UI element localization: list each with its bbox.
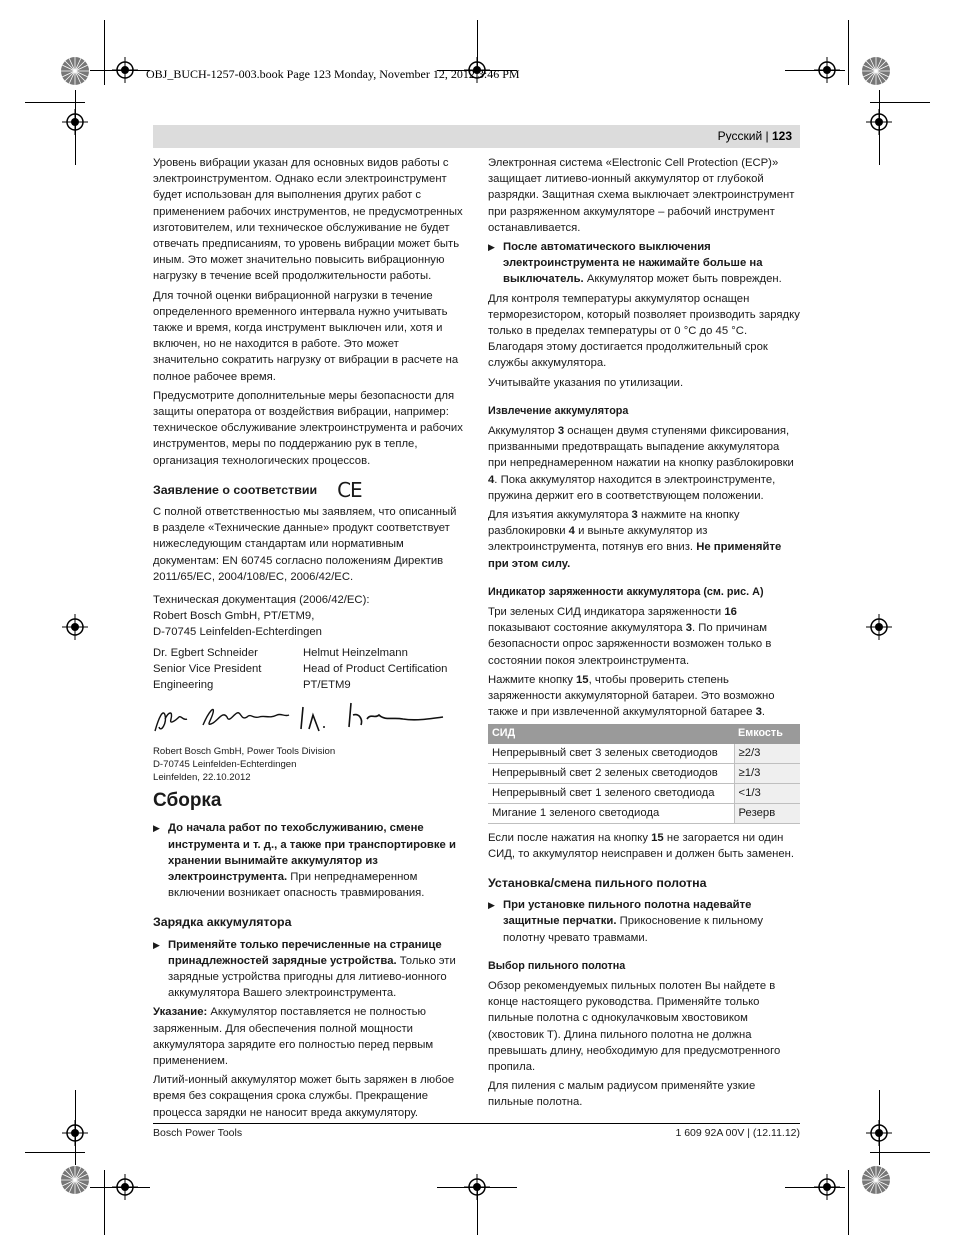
ref-number: 3 (557, 425, 565, 438)
bullet-item (488, 897, 800, 946)
bullet-bold: Применяйте только перечисленные на странице принадлежностей зарядные устройства. (168, 938, 442, 967)
crop-line (437, 1187, 517, 1188)
ref-number: 3 (631, 509, 638, 522)
crop-line (848, 20, 849, 85)
text-line: D-70745 Leinfelden-Echterdingen (153, 759, 297, 771)
crop-line (477, 20, 478, 70)
footer-divider (153, 1123, 800, 1124)
star-rosette-icon (861, 1165, 891, 1195)
text-line: Helmut Heinzelmann (303, 646, 408, 659)
handwritten-signatures (153, 697, 464, 745)
note-text: Аккумулятор поставляется не полностью заряженным. Для обеспечения полной мощности аккумулятора зарядите его полностью перед первым применением. (153, 1006, 434, 1067)
text-run: и выньте аккумулятор из электроинструмента, потянув его вниз. (488, 525, 708, 554)
text-run: . По причинам безопасности опрос заряженности возможен только в состоянии покоя электроинструмента. (488, 622, 772, 667)
text-line: Dr. Egbert Schneider (153, 646, 258, 659)
crosshair-icon (814, 1174, 840, 1200)
crosshair-icon (866, 109, 892, 135)
paragraph (488, 830, 800, 862)
paragraph: С полной ответственностью мы заявляем, что описанный в разделе «Технические данные» продукт соответствует нижеследующим стандартам или нормативным документам: EN 60745 согласно положениям Директив 2011/65/EC, 2004/108/EC, 2006/42/EC. (153, 506, 457, 583)
page-number: 123 (771, 129, 792, 143)
star-rosette-icon (60, 1165, 90, 1195)
indicator-heading: Индикатор заряженности аккумулятора (см. рис. A) (488, 585, 764, 598)
paragraph (488, 672, 800, 721)
text-line: PT/ETM9 (303, 679, 351, 692)
text-run: не загорается ни один СИД, то аккумулятор неисправен и должен быть заменен. (488, 831, 795, 860)
table-cell: Непрерывный свет 3 зеленых светодиодов (488, 744, 734, 764)
assembly-heading: Сборка (153, 790, 222, 812)
text-run: Три зеленых СИД индикатора заряженности (488, 606, 725, 619)
star-rosette-icon (60, 56, 90, 86)
triangle-right-icon: ▶ (153, 939, 160, 950)
table-cell: ≥2/3 (734, 744, 800, 764)
table-cell: Резерв (734, 803, 800, 823)
text-run: Для изъятия аккумулятора (488, 509, 632, 522)
paragraph (488, 423, 800, 504)
section-heading (153, 477, 464, 502)
header-text (718, 129, 792, 143)
crop-line (104, 20, 105, 85)
table-cell: Непрерывный свет 2 зеленых светодиодов (488, 763, 734, 783)
signatory-left (153, 645, 303, 694)
crosshair-icon (112, 1174, 138, 1200)
text-run: . Пока аккумулятор находится в электроинструменте, пружина держит его в соответствующем положении. (488, 473, 776, 502)
paragraph: Предусмотрите дополнительные меры безопасности для защиты оператора от воздействия вибрации, например: техническое обслуживание электроинструмента и рабочих инструментов, меры по поддержанию рук в тепле, организация технологических процессов. (153, 389, 463, 467)
text-run: Если после нажатия на кнопку (488, 831, 652, 844)
bullet-bold: До начала работ по техобслуживанию, смене инструмента и т. д., а также при транспортировке и хранении вынимайте аккумулятор из электроинструмента. (168, 822, 456, 883)
footer-doc-number: 1 609 92A 00V | (12.11.12) (675, 1127, 800, 1139)
table-header-row (488, 724, 800, 744)
blade-heading: Установка/смена пильного полотна (488, 875, 707, 890)
crop-line (848, 1170, 849, 1235)
ref-number: 4 (568, 525, 575, 538)
bullet-bold: При установке пильного полотна надевайте защитные перчатки. (503, 899, 752, 928)
bullet-item (153, 820, 464, 901)
ref-number: 3 (685, 622, 693, 635)
ref-number: 3 (755, 706, 762, 719)
header-separator: | (765, 129, 769, 143)
table-header: СИД (488, 724, 734, 744)
text-line: Техническая документация (2006/42/EC): (153, 594, 370, 607)
table-cell: Мигание 1 зеленого светодиода (488, 803, 734, 823)
crosshair-icon (62, 109, 88, 135)
crop-line (477, 1190, 478, 1235)
note-paragraph (153, 1004, 464, 1069)
paragraph (488, 507, 800, 572)
crop-line (25, 1152, 85, 1153)
table-row (488, 763, 800, 783)
bullet-text: Только эти зарядные устройства пригодны для литиево-ионного аккумулятора Вашего электроинструмента. (168, 954, 456, 1000)
crosshair-icon (866, 1120, 892, 1146)
charging-heading: Зарядка аккумулятора (153, 915, 292, 930)
paragraph: Литий-ионный аккумулятор может быть заряжен в любое время без сокращения срока службы. Прекращение процесса зарядки не наносит вреда аккумулятору. (153, 1074, 455, 1119)
paragraph: Электронная система «Electronic Cell Protection (ECP)» защищает литиево-ионный аккумулятор от глубокой разрядки. Защитная схема выключает электроинструмент при разряженном аккумуляторе – рабочий инструмент останавливается. (488, 157, 795, 234)
bullet-item (488, 239, 800, 288)
paragraph (488, 604, 800, 669)
choice-heading: Выбор пильного полотна (488, 959, 626, 972)
paragraph: Обзор рекомендуемых пильных полотен Вы найдете в конце настоящего руководства. Применяйте только пильные полотна с однокулачковым хвостовиком (хвостовик T). Длина пильного полотна не должна превышать длину, необходимую для предусмотренного пропила. (488, 979, 781, 1073)
text-run: оснащен двумя ступенями фиксирования, призванными предотвращать выпадение аккумулятора при непреднамеренном нажатии на кнопку разблокировки (488, 425, 794, 470)
table-cell: <1/3 (734, 783, 800, 803)
triangle-right-icon: ▶ (488, 900, 495, 911)
ce-mark: CE (337, 477, 362, 502)
bullet-text: При непреднамеренном включении возникает опасность травмирования. (168, 870, 425, 900)
paragraph: Учитывайте указания по утилизации. (488, 376, 684, 389)
text-bold: Не применяйте при этом силу. (488, 541, 782, 570)
crop-line (104, 1170, 105, 1235)
bullet-bold: После автоматического выключения электроинструмента не нажимайте больше на выключатель. (503, 241, 763, 286)
charge-table (488, 724, 800, 824)
text-line: Senior Vice President (153, 662, 262, 675)
crosshair-icon (62, 614, 88, 640)
footer-brand: Bosch Power Tools (153, 1127, 243, 1139)
table-row (488, 744, 800, 764)
text-run: , чтобы проверить степень заряженности аккумуляторной батареи. Это возможно также и при извлеченной аккумуляторной батарее (488, 673, 775, 719)
table-cell: ≥1/3 (734, 763, 800, 783)
text-line: Engineering (153, 679, 214, 692)
crop-line (25, 102, 85, 103)
bullet-text: Аккумулятор может быть поврежден. (583, 273, 782, 286)
text-line: Head of Product Certification (303, 662, 448, 675)
text-run: . (761, 706, 766, 719)
text-run: Нажмите кнопку (488, 673, 576, 686)
paragraph: Уровень вибрации указан для основных видов работы с электроинструментом. Однако если электроинструмент будет использован для выполнения других работ с применением рабочих инструментов, не предусмотренных изготовителем, или техническое обслуживание не будет отвечать предписаниям, то уровень вибрации может быть иным. Это может значительно повысить вибрационную нагрузку в течение всей продолжительности работы. (153, 157, 463, 283)
signatories (153, 645, 464, 694)
conformity-title: Заявление о соответствии (153, 482, 318, 497)
ref-number: 4 (488, 473, 495, 486)
text-run: Аккумулятор (488, 425, 558, 438)
left-column (153, 155, 464, 1124)
print-info: OBJ_BUCH-1257-003.book Page 123 Monday, November 12, 2012 3:46 PM (146, 67, 520, 81)
triangle-right-icon: ▶ (488, 242, 495, 253)
note-label: Указание: (153, 1006, 208, 1019)
text-line: Robert Bosch GmbH, PT/ETM9, (153, 610, 315, 623)
bullet-item (153, 937, 464, 1002)
ref-number: 16 (724, 606, 737, 619)
crosshair-icon (866, 614, 892, 640)
tech-doc (153, 592, 464, 641)
paragraph: Для пиления с малым радиусом применяйте узкие пильные полотна. (488, 1080, 756, 1109)
table-header: Емкость (734, 724, 800, 744)
text-line: Robert Bosch GmbH, Power Tools Division (153, 746, 336, 758)
text-run: нажмите на кнопку разблокировки (488, 509, 740, 538)
paragraph: Для точной оценки вибрационной нагрузки в течение определенного временного интервала нужно учитывать также и время, когда инструмент выключен или, хотя и включен, но не находится в работе. Это может значительно сократить нагрузку от вибрации в расчете на полное рабочее время. (153, 289, 459, 383)
table-cell: Непрерывный свет 1 зеленого светодиода (488, 783, 734, 803)
company-address (153, 745, 464, 784)
removal-heading: Извлечение аккумулятора (488, 404, 629, 417)
text-line: Leinfelden, 22.10.2012 (153, 772, 251, 784)
ref-number: 15 (575, 673, 589, 686)
bullet-text: Прикосновение к пильному полотну чревато травмами. (503, 915, 764, 944)
signatory-right (303, 645, 447, 694)
crosshair-icon (814, 57, 840, 83)
ref-number: 15 (651, 831, 664, 844)
text-run: показывают состояние аккумулятора (488, 622, 686, 635)
crosshair-icon (62, 1120, 88, 1146)
header-language: Русский (717, 129, 763, 143)
paragraph: Для контроля температуры аккумулятор оснащен терморезистором, который позволяет производить зарядку только в пределах температуры от 0 °C до 45 °C. Благодаря этому достигается продолжительный срок службы аккумулятора. (488, 292, 800, 370)
triangle-right-icon: ▶ (153, 823, 160, 834)
star-rosette-icon (861, 56, 891, 86)
text-line: D-70745 Leinfelden-Echterdingen (153, 626, 322, 639)
right-column (488, 155, 800, 1114)
table-row (488, 783, 800, 803)
page-header (153, 125, 800, 148)
table-row (488, 803, 800, 823)
crosshair-icon (112, 57, 138, 83)
